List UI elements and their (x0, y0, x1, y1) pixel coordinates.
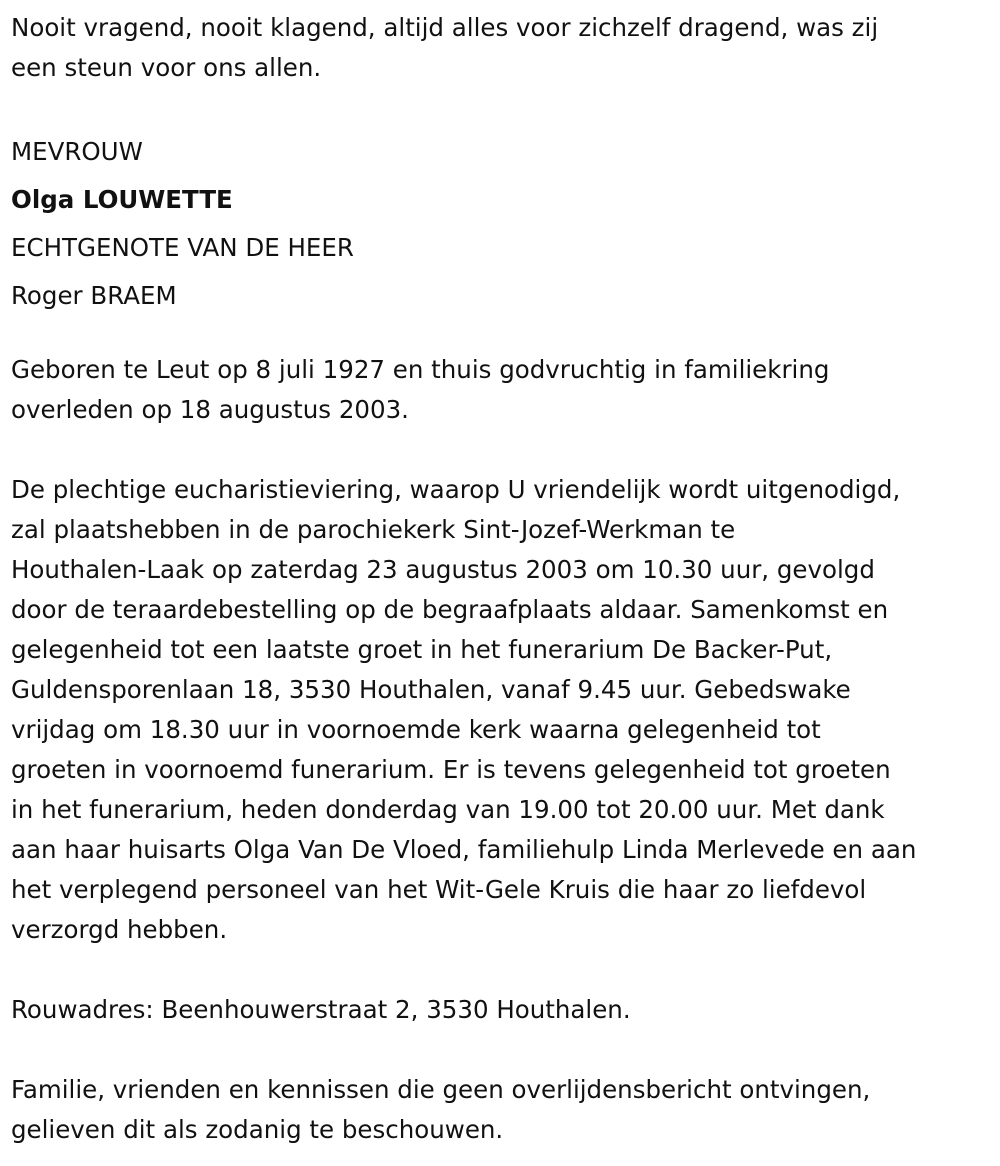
motto-line: Nooit vragend, nooit klagend, altijd alles voor zichzelf dragend, was zij (11, 13, 879, 42)
ceremony-line: groeten in voornoemd funerarium. Er is tevens gelegenheid tot groeten (11, 755, 891, 784)
ceremony-paragraph (11, 470, 1000, 950)
ceremony-line: aan haar huisarts Olga Van De Vloed, familiehulp Linda Merlevede en aan (11, 835, 917, 864)
closing-paragraph (11, 1070, 1000, 1150)
spacer (11, 430, 1000, 470)
ceremony-line: Guldensporenlaan 18, 3530 Houthalen, vanaf 9.45 uur. Gebedswake (11, 675, 851, 704)
relation-line: ECHTGENOTE VAN DE HEER (11, 233, 354, 262)
ceremony-line: door de teraardebestelling op de begraafplaats aldaar. Samenkomst en (11, 595, 889, 624)
spouse-name: Roger BRAEM (11, 281, 177, 310)
title-line: MEVROUW (11, 137, 143, 166)
closing-line: Familie, vrienden en kennissen die geen overlijdensbericht ontvingen, (11, 1075, 871, 1104)
ceremony-line: Houthalen-Laak op zaterdag 23 augustus 2003 om 10.30 uur, gevolgd (11, 555, 875, 584)
ceremony-line: het verplegend personeel van het Wit-Gele Kruis die haar zo liefdevol (11, 875, 867, 904)
spacer (11, 320, 1000, 350)
ceremony-line: vrijdag om 18.30 uur in voornoemde kerk waarna gelegenheid tot (11, 715, 821, 744)
birth-death-line: Geboren te Leut op 8 juli 1927 en thuis godvruchtig in familiekring (11, 355, 830, 384)
ceremony-line: De plechtige eucharistieviering, waarop U vriendelijk wordt uitgenodigd, (11, 475, 901, 504)
birth-death-line: overleden op 18 augustus 2003. (11, 395, 409, 424)
motto-line: een steun voor ons allen. (11, 53, 322, 82)
deceased-name: Olga LOUWETTE (11, 185, 233, 214)
ceremony-line: gelegenheid tot een laatste groet in het funerarium De Backer-Put, (11, 635, 833, 664)
ceremony-line: zal plaatshebben in de parochiekerk Sint-Jozef-Werkman te (11, 515, 736, 544)
birth-death-paragraph (11, 350, 1000, 430)
spacer (11, 1030, 1000, 1070)
spacer (11, 88, 1000, 128)
closing-line: gelieven dit als zodanig te beschouwen. (11, 1115, 504, 1144)
motto-paragraph (11, 8, 1000, 88)
ceremony-line: verzorgd hebben. (11, 915, 228, 944)
address-line: Rouwadres: Beenhouwerstraat 2, 3530 Houthalen. (11, 995, 631, 1024)
spacer (11, 950, 1000, 990)
ceremony-line: in het funerarium, heden donderdag van 19.00 tot 20.00 uur. Met dank (11, 795, 885, 824)
